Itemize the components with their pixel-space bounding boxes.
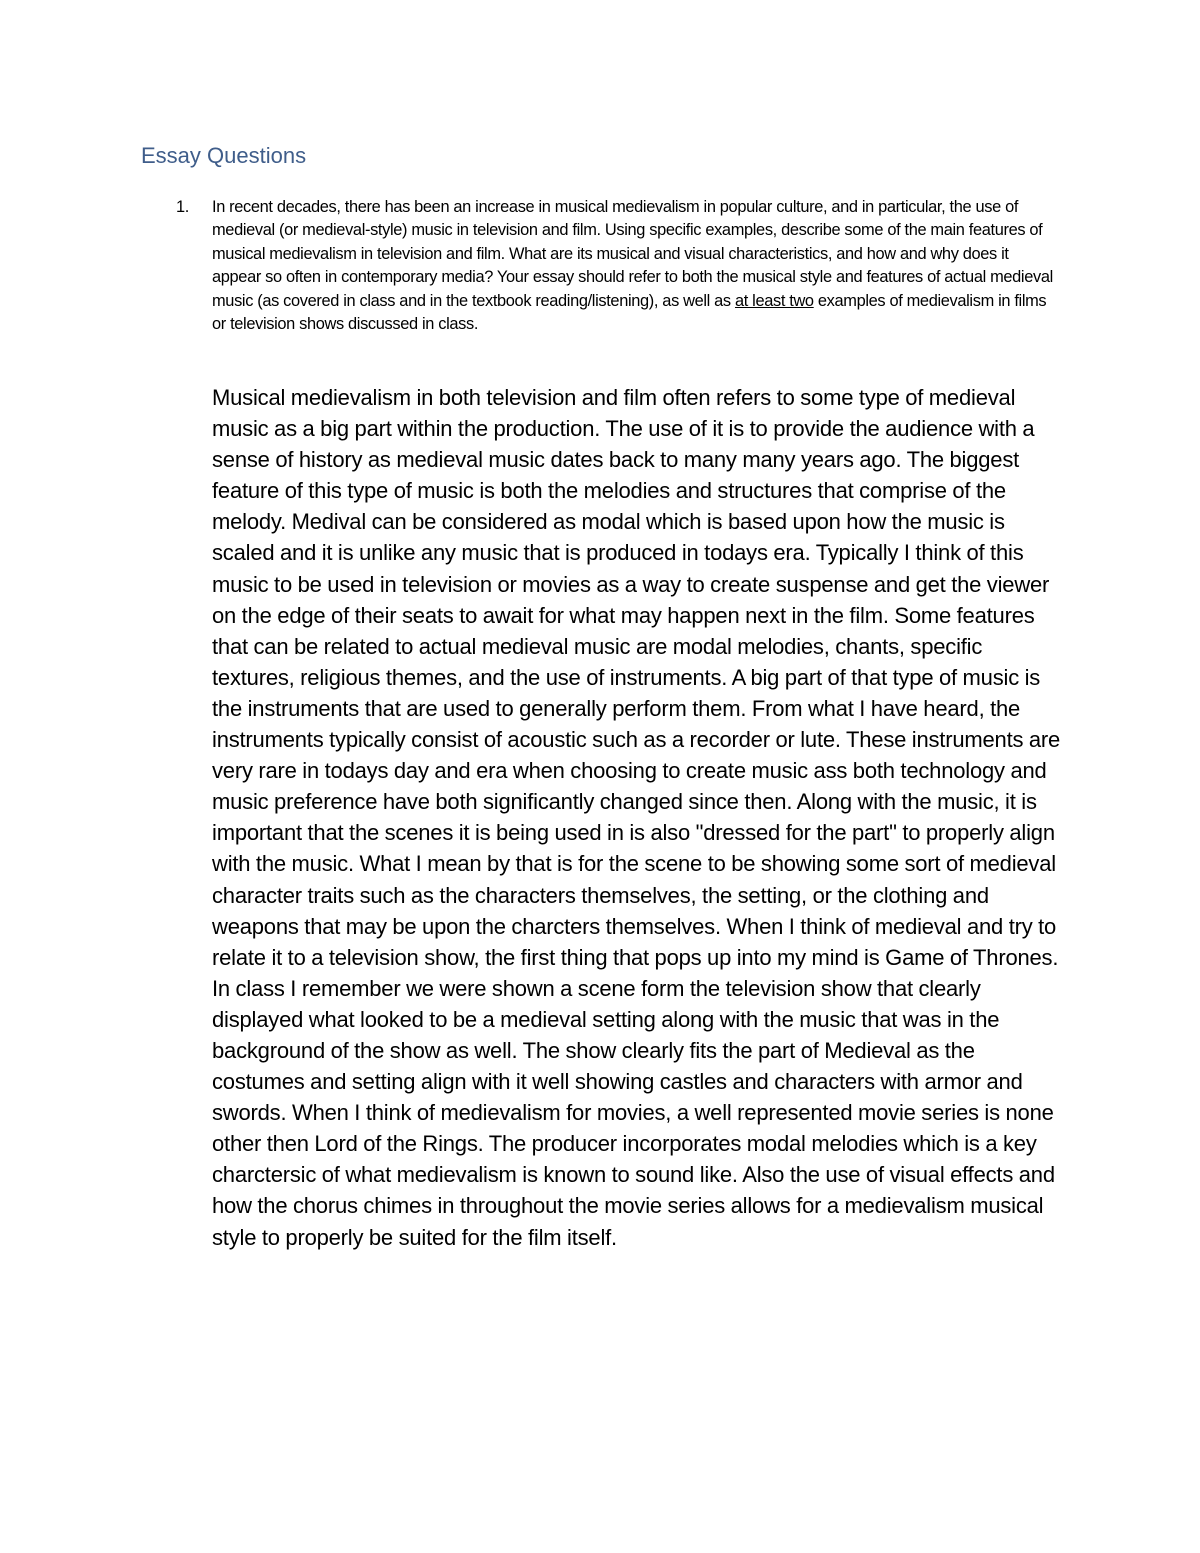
essay-answer: Musical medievalism in both television and film often refers to some type of medieval music as a big part within the production. The use of it is to provide the audience with a sense of history as medieval music dates back to many many years ago. The biggest feature of this type of music is both the melodies and structures that comprise of the melody. Medival can be considered as modal which is based upon how the music is scaled and it is unlike any music that is produced in todays era. Typically I think of this music to be used in television or movies as a way to create suspense and get the viewer on the edge of their seats to await for what may happen next in the film. Some features that can be related to actual medieval music are modal melodies, chants, specific textures, religious themes, and the use of instruments. A big part of that type of music is the instruments that are used to generally perform them. From what I have heard, the instruments typically consist of acoustic such as a recorder or lute. These instruments are very rare in todays day and era when choosing to create music ass both technology and music preference have both significantly changed since then. Along with the music, it is important that the scenes it is being used in is also "dressed for the part" to properly align with the music. What I mean by that is for the scene to be showing some sort of medieval character traits such as the characters themselves, the setting, or the clothing and weapons that may be upon the charcters themselves. When I think of medieval and try to relate it to a television show, the first thing that pops up into my mind is Game of Thrones. In class I remember we were shown a scene form the television show that clearly displayed what looked to be a medieval setting along with the music that was in the background of the show as well. The show clearly fits the part of Medieval as the costumes and setting align with it well showing castles and characters with armor and swords. When I think of medievalism for movies, a well represented movie series is none other then Lord of the Rings. The producer incorporates modal melodies which is a key charctersic of what medievalism is known to sound like. Also the use of visual effects and how the chorus chimes in throughout the movie series allows for a medievalism musical style to properly be suited for the film itself. <box>212 385 1061 1250</box>
question-number: 1. <box>176 198 189 216</box>
question-text <box>212 196 1058 336</box>
question-text-underlined: at least two <box>734 291 814 310</box>
question-text-before: In recent decades, there has been an increase in musical medievalism in popular culture, and in particular, the use of medieval (or medieval-style) music in television and film. Using specific examples, describe some of the main features of musical medievalism in television and film. What are its musical and visual characteristics, and how and why does it appear so often in contemporary media? Your essay should refer to both the musical style and features of actual medieval music (as covered in class and in the textbook reading/listening), as well as <box>212 198 1053 310</box>
page-title: Essay Questions <box>141 143 307 168</box>
question-text-after: examples of medievalism in films or television shows discussed in class. <box>212 291 1047 334</box>
